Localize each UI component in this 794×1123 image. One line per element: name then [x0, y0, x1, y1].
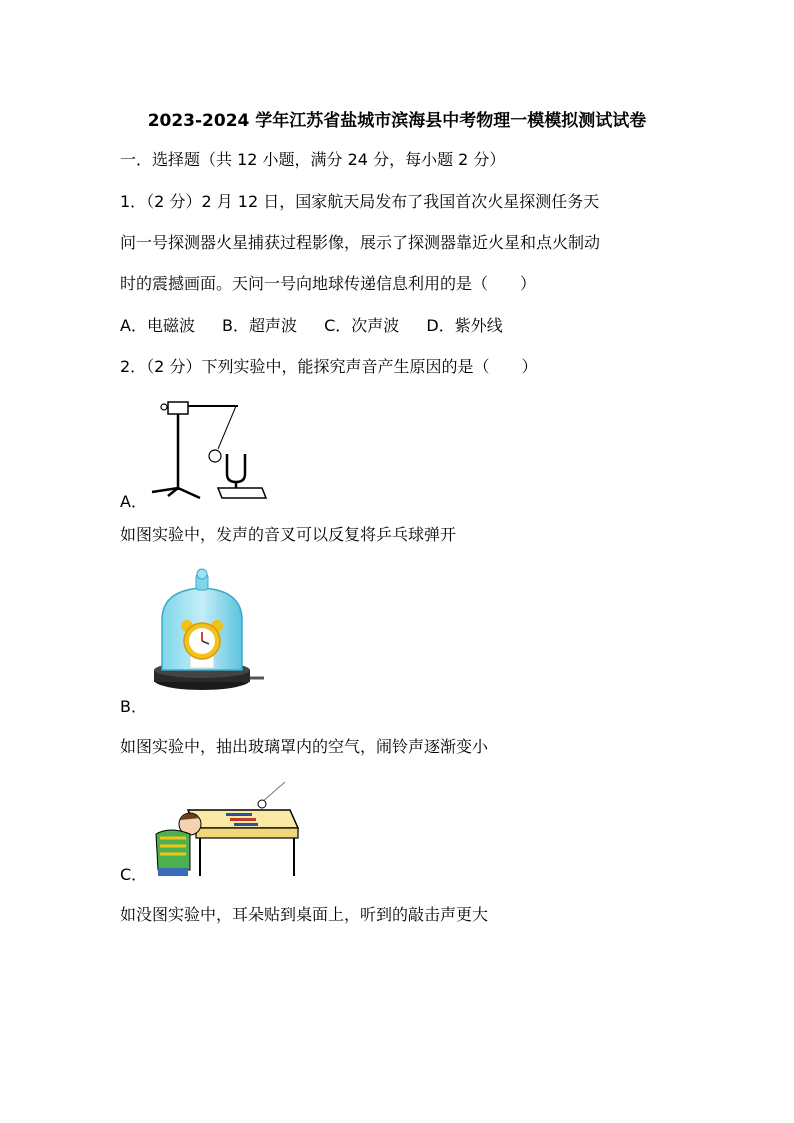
q1-stem-line3: 时的震撼画面。天问一号向地球传递信息利用的是（ ） [120, 274, 537, 293]
q2-option-a-label[interactable]: A． [120, 492, 147, 511]
q1-stem-line1: 1．（2 分）2 月 12 日，国家航天局发布了我国首次火星探测任务天 [120, 192, 600, 211]
q1-option-a[interactable]: A．电磁波 [120, 316, 195, 335]
q2-option-a-text: 如图实验中，发声的音叉可以反复将乒乓球弹开 [120, 525, 457, 544]
desk-ear-figure [150, 780, 300, 878]
q2-option-b-label[interactable]: B． [120, 697, 147, 716]
page-title: 2023-2024 学年江苏省盐城市滨海县中考物理一模模拟测试试卷 [147, 111, 647, 131]
q1-option-d[interactable]: D．紫外线 [426, 316, 503, 335]
q1-option-c[interactable]: C．次声波 [324, 316, 400, 335]
q2-option-b-text: 如图实验中，抽出玻璃罩内的空气，闹铃声逐渐变小 [120, 737, 489, 756]
section-heading: 一．选择题（共 12 小题，满分 24 分，每小题 2 分） [120, 150, 506, 169]
q2-stem: 2．（2 分）下列实验中，能探究声音产生原因的是（ ） [120, 357, 538, 376]
q1-stem-line2: 问一号探测器火星捕获过程影像，展示了探测器靠近火星和点火制动 [120, 233, 601, 252]
tuning-fork-figure [148, 394, 270, 502]
bell-jar-figure [150, 568, 268, 706]
q1-option-b[interactable]: B．超声波 [222, 316, 298, 335]
q1-options [120, 316, 525, 336]
q2-option-c-label[interactable]: C． [120, 865, 148, 884]
q2-option-c-text: 如没图实验中，耳朵贴到桌面上，听到的敲击声更大 [120, 905, 489, 924]
